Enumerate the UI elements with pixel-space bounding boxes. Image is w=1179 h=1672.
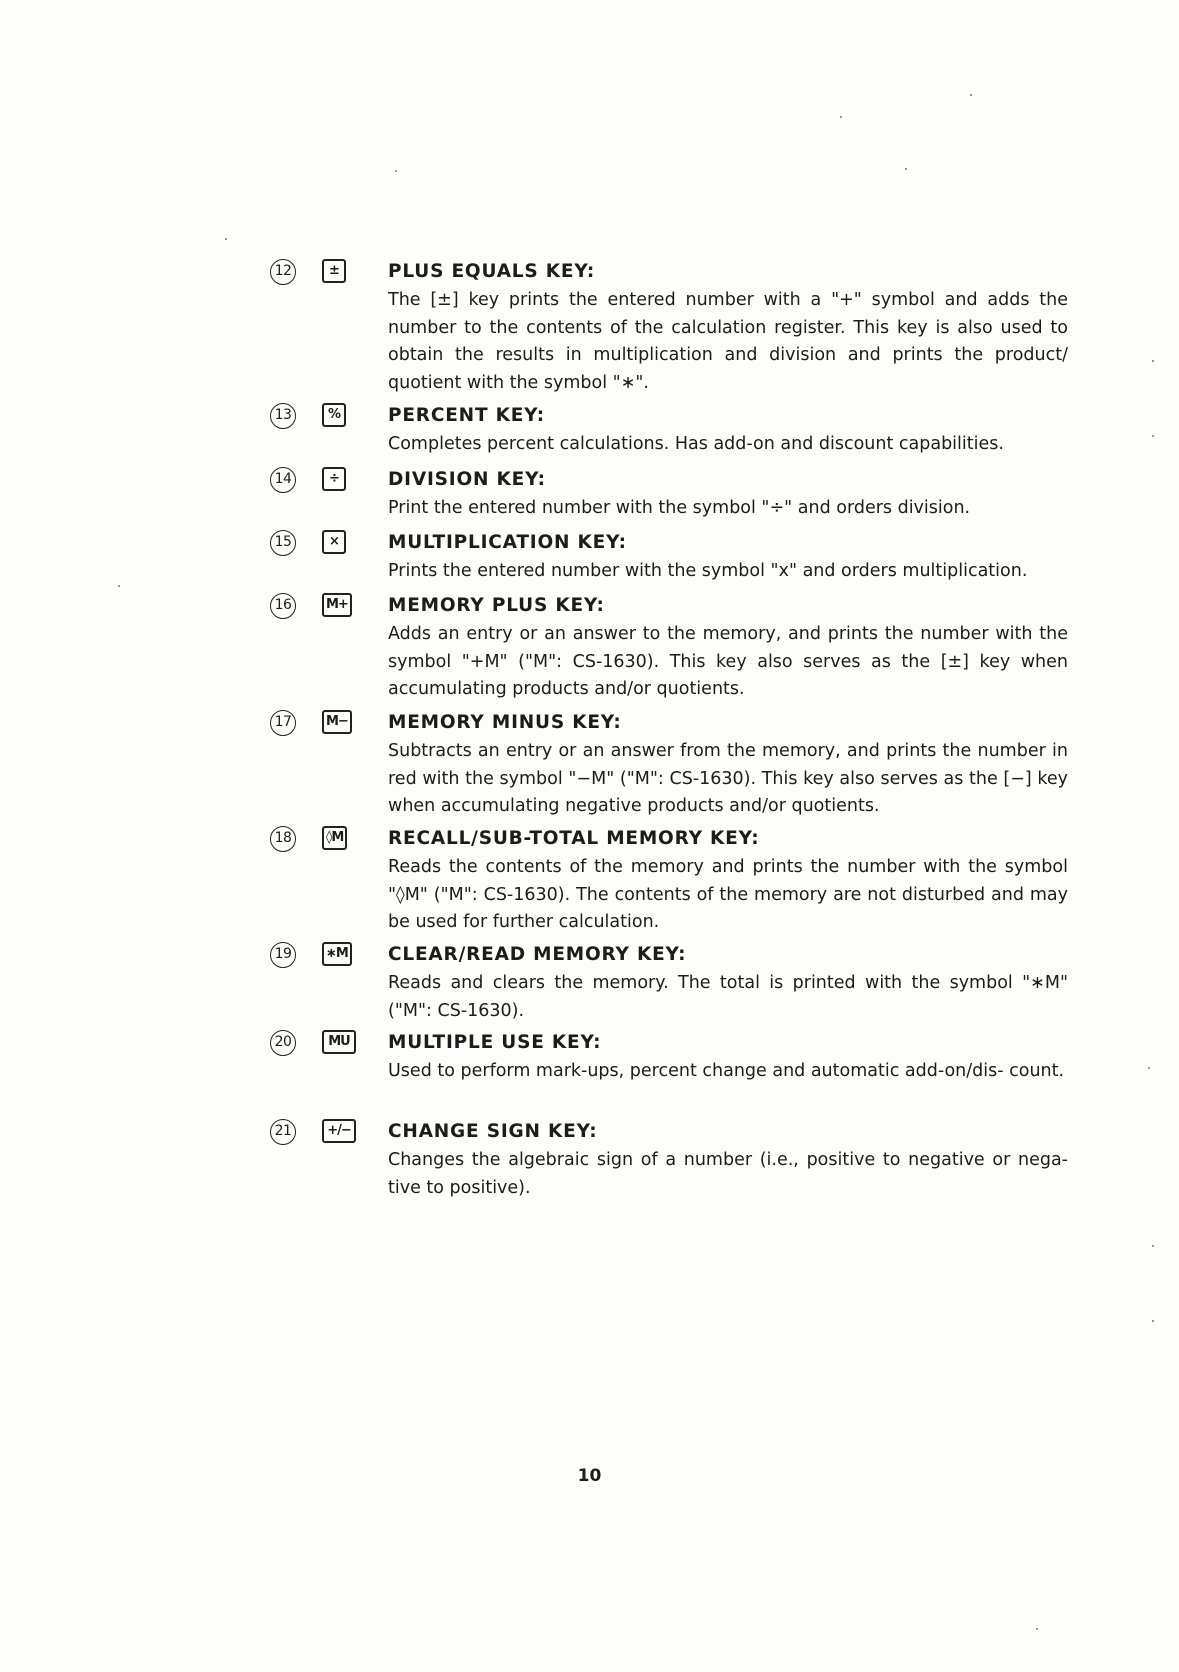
item-number: 20 — [270, 1030, 296, 1056]
item-number: 13 — [270, 403, 296, 429]
entry-description: Print the entered number with the symbol "÷" and orders division. — [388, 498, 971, 518]
multiple-use-key-icon: MU — [322, 1030, 356, 1054]
scan-speck — [395, 170, 397, 172]
scan-speck — [225, 238, 227, 240]
entry-description: Prints the entered number with the symbol "x" and orders multiplication. — [388, 561, 1028, 581]
multiplication-key-icon: × — [322, 530, 346, 554]
scan-speck — [905, 168, 907, 170]
recall-memory-key-icon: ◊M — [322, 826, 347, 850]
scan-speck — [1036, 1628, 1038, 1630]
entry-description: Subtracts an entry or an answer from the memory, and prints the number in red with the symbol "−M" ("M": CS-1630). This key also serves as the [−] key when accumulating negative products and/or quotients. — [388, 741, 1068, 816]
entry-description: Reads and clears the memory. The total is printed with the symbol "∗M" ("M": CS-1630). — [388, 973, 1068, 1021]
entry-title: MULTIPLE USE KEY: — [388, 1032, 602, 1053]
entry-title: CLEAR/READ MEMORY KEY: — [388, 944, 687, 965]
scan-speck — [1152, 360, 1154, 362]
entry-title: CHANGE SIGN KEY: — [388, 1121, 598, 1142]
scan-speck — [1152, 1320, 1154, 1322]
scan-speck — [118, 585, 120, 587]
scan-speck — [970, 94, 972, 96]
memory-plus-key-icon: M+ — [322, 593, 352, 617]
entry-title: DIVISION KEY: — [388, 469, 546, 490]
entry-title: MEMORY MINUS KEY: — [388, 712, 622, 733]
memory-minus-key-icon: M− — [322, 710, 352, 734]
item-number: 14 — [270, 467, 296, 493]
entry-description: Reads the contents of the memory and prints the number with the symbol "◊M" ("M": CS-1630). The contents of the memory are not disturbed and may be used for further calculation. — [388, 857, 1068, 932]
entry-title: PLUS EQUALS KEY: — [388, 261, 596, 282]
entry-description: Adds an entry or an answer to the memory, and prints the number with the symbol "+M" ("M": CS-1630). This key also serves as the [±] key when accumulating products and/or quotients. — [388, 624, 1068, 699]
item-number: 12 — [270, 259, 296, 285]
entry-title: MULTIPLICATION KEY: — [388, 532, 627, 553]
item-number: 18 — [270, 826, 296, 852]
entry-description: The [±] key prints the entered number with a "+" symbol and adds the number to the contents of the calculation register. This key is also used to obtain the results in multiplication and division and prints the product/ quotient with the symbol "∗". — [388, 290, 1068, 393]
plus-equals-key-icon: ± — [322, 259, 346, 283]
entry-title: PERCENT KEY: — [388, 405, 545, 426]
scan-speck — [1148, 1067, 1150, 1069]
item-number: 15 — [270, 530, 296, 556]
entry-title: MEMORY PLUS KEY: — [388, 595, 605, 616]
scan-speck — [1152, 435, 1154, 437]
change-sign-key-icon: +/− — [322, 1119, 356, 1143]
item-number: 19 — [270, 942, 296, 968]
clear-read-memory-key-icon: ∗M — [322, 942, 352, 966]
scan-speck — [840, 116, 842, 118]
division-key-icon: ÷ — [322, 467, 346, 491]
item-number: 17 — [270, 710, 296, 736]
entry-title: RECALL/SUB-TOTAL MEMORY KEY: — [388, 828, 760, 849]
entry-description: Used to perform mark-ups, percent change and automatic add-on/dis- count. — [388, 1061, 1065, 1081]
entry-description: Changes the algebraic sign of a number (i.e., positive to negative or nega- tive to positive). — [388, 1150, 1068, 1198]
percent-key-icon: % — [322, 403, 346, 427]
scan-speck — [1152, 1245, 1154, 1247]
page-number: 10 — [577, 1466, 602, 1486]
item-number: 16 — [270, 593, 296, 619]
entry-description: Completes percent calculations. Has add-on and discount capabilities. — [388, 434, 1004, 454]
item-number: 21 — [270, 1119, 296, 1145]
